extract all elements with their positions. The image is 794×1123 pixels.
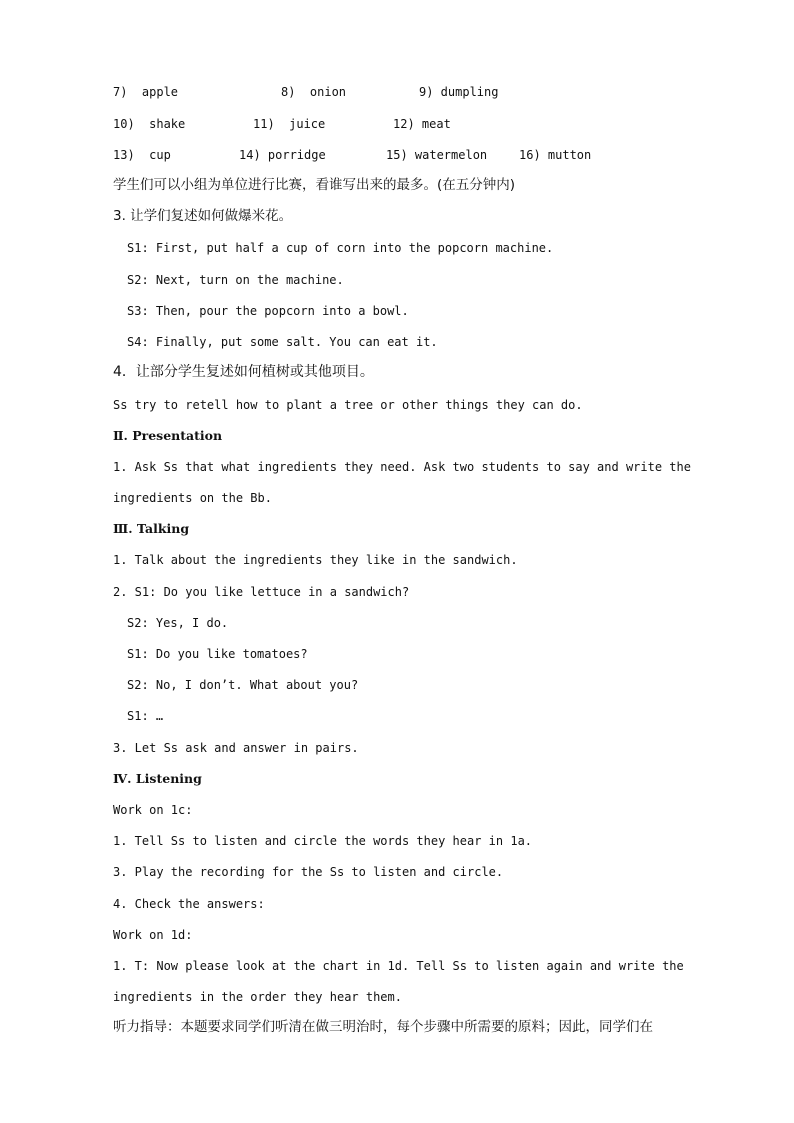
vocab-item-13: 13) cup	[113, 148, 171, 162]
work-on-1c: Work on 1c:	[113, 803, 193, 817]
listening-step: 1. T: Now please look at the chart in 1d. Tell Ss to listen again and write the	[113, 959, 684, 973]
vocab-item-7: 7) apple	[113, 85, 179, 99]
section-heading-talking: Ⅲ. Talking	[113, 521, 190, 536]
retell-tree-instruction: Ss try to retell how to plant a tree or other things they can do.	[113, 398, 583, 412]
dialogue-line: S3: Then, pour the popcorn into a bowl.	[127, 304, 409, 318]
dialogue-line: S1: First, put half a cup of corn into the popcorn machine.	[127, 241, 554, 255]
talking-step: 2. S1: Do you like lettuce in a sandwich?	[113, 585, 410, 599]
presentation-step: 1. Ask Ss that what ingredients they need. Ask two students to say and write the	[113, 460, 691, 474]
vocab-item-16: 16) mutton	[519, 148, 592, 162]
listening-step: 4. Check the answers:	[113, 897, 265, 911]
vocab-item-14: 14) porridge	[239, 148, 326, 162]
dialogue-line: S1: …	[127, 709, 164, 723]
group-contest-note: 学生们可以小组为单位进行比赛，看谁写出来的最多。(在五分钟内)	[113, 177, 516, 193]
dialogue-line: S2: Yes, I do.	[127, 616, 229, 630]
dialogue-line: S2: No, I don’t. What about you?	[127, 678, 359, 692]
vocab-item-11: 11) juice	[253, 117, 326, 131]
dialogue-line: S2: Next, turn on the machine.	[127, 273, 344, 287]
section-heading-listening: Ⅳ. Listening	[113, 771, 202, 786]
retell-popcorn-title: 3. 让学们复述如何做爆米花。	[113, 208, 293, 224]
presentation-step-cont: ingredients on the Bb.	[113, 491, 272, 505]
talking-step: 1. Talk about the ingredients they like in the sandwich.	[113, 553, 518, 567]
vocab-item-10: 10) shake	[113, 117, 186, 131]
work-on-1d: Work on 1d:	[113, 928, 193, 942]
listening-guide: 听力指导：本题要求同学们听清在做三明治时，每个步骤中所需要的原料；因此，同学们在	[113, 1019, 653, 1035]
retell-tree-title: 4．让部分学生复述如何植树或其他项目。	[113, 364, 374, 380]
vocab-item-9: 9) dumpling	[419, 85, 499, 99]
listening-step-cont: ingredients in the order they hear them.	[113, 990, 402, 1004]
talking-step: 3. Let Ss ask and answer in pairs.	[113, 741, 359, 755]
dialogue-line: S4: Finally, put some salt. You can eat it.	[127, 335, 438, 349]
section-heading-presentation: Ⅱ. Presentation	[113, 428, 223, 443]
dialogue-line: S1: Do you like tomatoes?	[127, 647, 308, 661]
listening-step: 1. Tell Ss to listen and circle the words they hear in 1a.	[113, 834, 533, 848]
listening-step: 3. Play the recording for the Ss to listen and circle.	[113, 865, 504, 879]
vocab-item-15: 15) watermelon	[386, 148, 488, 162]
vocab-item-12: 12) meat	[393, 117, 451, 131]
vocab-item-8: 8) onion	[281, 85, 347, 99]
